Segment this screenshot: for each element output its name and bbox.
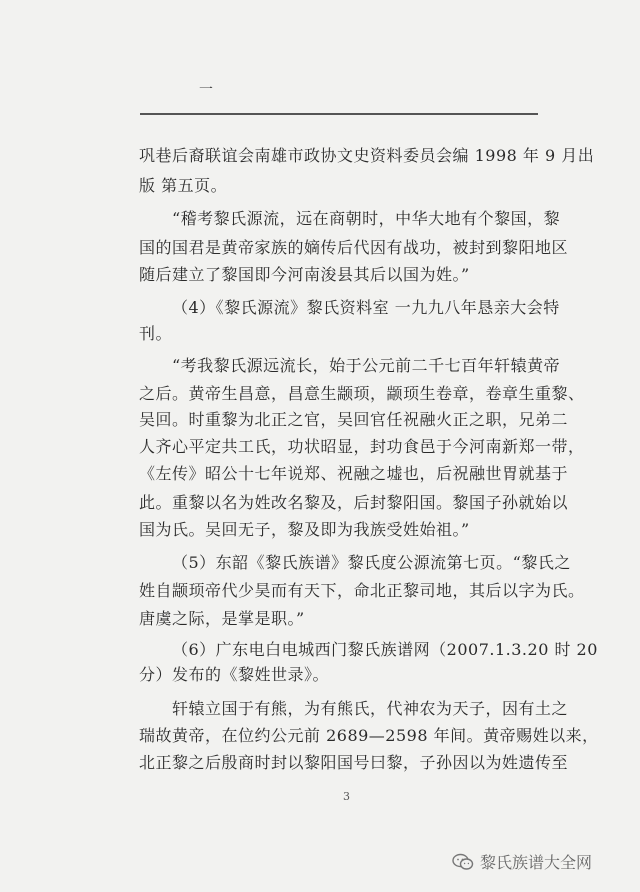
text-line: 巩巷后裔联谊会南雄市政协文史资料委员会编 1998 年 9 月出	[139, 146, 595, 165]
text-line: 国的国君是黄帝家族的嫡传后代因有战功，被封到黎阳地区	[139, 238, 569, 257]
header-rule	[140, 113, 538, 115]
watermark	[452, 850, 592, 873]
text-line: 版 第五页。	[139, 176, 228, 195]
text-line: 此。重黎以名为姓改名黎及，后封黎阳国。黎国子孙就始以	[139, 493, 569, 512]
text-line: 刊。	[139, 324, 173, 343]
text-line: “考我黎氏源远流长，始于公元前二千七百年轩辕黄帝	[172, 356, 561, 375]
text-line: 分）发布的《黎姓世录》。	[139, 665, 330, 684]
text-line: 吴回。时重黎为北正之官，吴回官任祝融火正之职，兄弟二	[139, 410, 569, 429]
text-line: 姓自颛顼帝代少昊而有天下，命北正黎司地，其后以字为氏。	[139, 581, 585, 600]
page-number: 3	[343, 790, 350, 803]
header-mark: 一	[199, 82, 213, 98]
text-line: 随后建立了黎国即今河南浚县其后以国为姓。”	[139, 265, 470, 284]
text-line: 《左传》昭公十七年说郑、祝融之墟也，后祝融世胃就基于	[139, 464, 569, 483]
text-line: 国为氏。吴回无子，黎及即为我族受姓始祖。”	[139, 520, 470, 539]
text-line: 轩辕立国于有熊，为有熊氏，代神农为天子，因有土之	[172, 699, 569, 718]
text-line: “稽考黎氏源流，远在商朝时，中华大地有个黎国，黎	[172, 209, 561, 228]
text-line: 北正黎之后殷商时封以黎阳国号曰黎，子孙因以为姓遗传至	[139, 753, 569, 772]
text-line: （6）广东电白电城西门黎氏族谱网（2007.1.3.20 时 20	[172, 640, 598, 659]
wechat-icon	[452, 853, 474, 871]
text-line: 唐虞之际，是掌是职。”	[139, 609, 305, 628]
text-line: （4）《黎氏源流》黎氏资料室 一九九八年恳亲大会特	[172, 298, 560, 317]
text-line: 人齐心平定共工氏，功状昭显，封功食邑于今河南新郑一带，	[139, 437, 585, 456]
text-line: （5）东韶《黎氏族谱》黎氏度公源流第七页。“黎氏之	[172, 553, 571, 572]
text-line: 瑞故黄帝，在位约公元前 2689—2598 年间。黄帝赐姓以来，	[139, 726, 599, 745]
watermark-text: 黎氏族谱大全网	[480, 853, 593, 872]
text-line: 之后。黄帝生昌意，昌意生颛顼，颛顼生卷章，卷章生重黎、	[139, 384, 585, 403]
